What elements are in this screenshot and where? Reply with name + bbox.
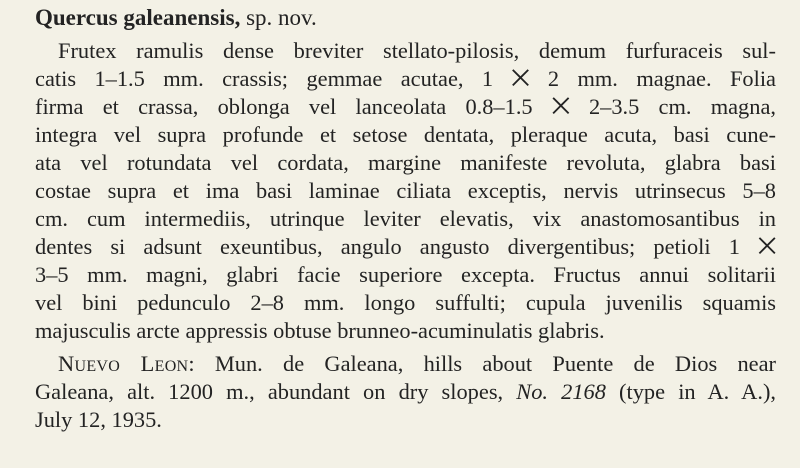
specimen-line-2: [35, 378, 776, 406]
description-line-10: vel bini pedunculo 2–8 mm. longo suffulti; cupula juvenilis squamis: [35, 290, 776, 315]
collection-number: No. 2168: [516, 379, 606, 404]
specimen-habitat: Galeana, alt. 1200 m., abundant on dry slopes,: [35, 379, 517, 404]
specimen-locality: : Mun. de Galeana, hills about Puente de Dios near: [188, 351, 776, 376]
specimen-date: July 12, 1935.: [35, 407, 162, 432]
description-line-6: costae supra et ima basi laminae ciliata exceptis, nervis utrinsecus 5–8: [35, 178, 776, 203]
description-line-8: dentes si adsunt exeuntibus, angulo angusto divergentibus; petioli 1 ⨉: [35, 234, 776, 259]
description-line-1: Frutex ramulis dense breviter stellato-pilosis, demum furfuraceis sul-: [58, 38, 776, 63]
description-line-11: majusculis arcte appressis obtuse brunneo-acuminulatis glabris.: [35, 318, 605, 343]
species-status: sp. nov.: [240, 5, 317, 30]
description-line-4: integra vel supra profunde et setose dentata, pleraque acuta, basi cune-: [35, 122, 776, 147]
species-name: Quercus galeanensis,: [35, 5, 241, 30]
description-line-5: ata vel rotundata vel cordata, margine manifeste revoluta, glabra basi: [35, 150, 776, 175]
locality-label: Nuevo Leon: [58, 351, 189, 376]
description-line-3: firma et crassa, oblonga vel lanceolata 0.8–1.5 ⨉ 2–3.5 cm. magna,: [35, 94, 776, 119]
specimen-line-1: [58, 350, 776, 378]
description-line-9: 3–5 mm. magni, glabri facie superiore excepta. Fructus annui solitarii: [35, 262, 776, 287]
species-heading: [35, 4, 317, 32]
description-line-2: catis 1–1.5 mm. crassis; gemmae acutae, 1 ⨉ 2 mm. magnae. Folia: [35, 66, 776, 91]
type-location: (type in A. A.),: [605, 379, 776, 404]
description-line-7: cm. cum intermediis, utrinque leviter elevatis, vix anastomosantibus in: [35, 206, 776, 231]
